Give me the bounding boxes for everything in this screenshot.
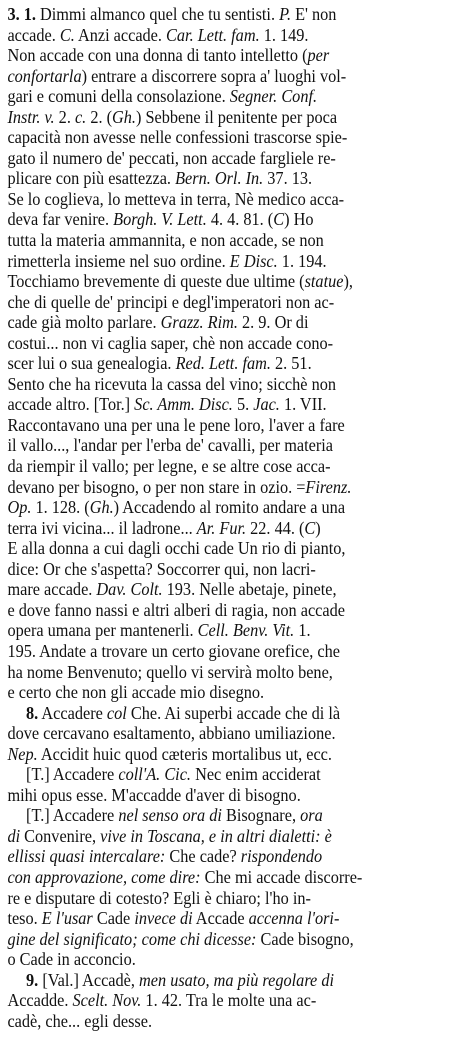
text-line — [7, 764, 469, 785]
text-run: plicare con più esattezza. — [7, 168, 176, 189]
entry-text — [7, 4, 469, 1031]
italic-text: con approvazione, come dire: — [7, 866, 201, 887]
italic-text: Gh. — [89, 497, 114, 518]
text-run: deva far venire. — [7, 209, 114, 230]
text-run: Cade bisogno, — [256, 928, 354, 949]
italic-text: Red. Lett. fam. — [175, 353, 271, 374]
text-run: capacità non avesse nelle confessioni trascorse spie- — [7, 127, 348, 148]
text-run: re e disputare di cotesto? Egli è chiaro; l'ho in- — [7, 887, 311, 908]
text-line — [7, 949, 469, 970]
text-run: ), — [343, 271, 353, 292]
text-line — [7, 826, 469, 847]
text-run: 5. — [232, 394, 254, 415]
text-run: E' non — [291, 4, 337, 24]
text-run: 193. Nelle abetaje, pinete, — [162, 579, 337, 600]
text-run: 2. — [54, 106, 75, 127]
text-line — [7, 888, 469, 909]
text-run: cadè, che... egli desse. — [7, 1010, 153, 1031]
text-line — [7, 394, 469, 415]
text-run: 195. Andate a trovare un certo giovane orefice, che — [7, 640, 341, 661]
text-line — [7, 168, 469, 189]
text-run: 1. 149. — [259, 24, 309, 45]
text-run: opera umana per mantenerli. — [7, 620, 198, 641]
italic-text: C — [304, 517, 316, 538]
italic-text: Jac. — [253, 394, 280, 415]
text-run: terra ivi vicina... il ladrone... — [7, 517, 197, 538]
text-run: ) entrare a discorrere sopra a' luoghi vol- — [81, 65, 347, 86]
text-line — [7, 333, 469, 354]
italic-text: men usato, ma più regolare di — [139, 969, 335, 990]
italic-text: statue — [304, 271, 344, 292]
italic-text: per — [307, 45, 330, 66]
text-run: 37. 13. — [263, 168, 313, 189]
text-run: 2. 51. — [270, 353, 312, 374]
text-line — [7, 867, 469, 888]
text-line — [7, 846, 469, 867]
text-line — [7, 703, 469, 724]
text-run: 1. 42. Tra le molte una ac- — [141, 990, 317, 1011]
text-run: [Val.] Accadè, — [38, 969, 140, 990]
text-run: ) Sebbene il penitente per poca — [135, 106, 338, 127]
italic-text: confortarla — [7, 65, 82, 86]
italic-text: coll'A. Cic. — [118, 764, 191, 785]
italic-text: E l'usar — [41, 908, 93, 929]
text-run: il vallo..., l'andar per l'erba de' cavalli, per materia — [7, 435, 333, 456]
text-line — [7, 723, 469, 744]
text-run: [T.] Accadere — [26, 764, 119, 785]
text-line — [7, 25, 469, 46]
text-line — [7, 415, 469, 436]
italic-text: Op. — [7, 497, 32, 518]
text-run: Accadere — [38, 702, 107, 723]
text-line — [7, 641, 469, 662]
text-run: rimetterla insieme nel suo ordine. — [7, 250, 230, 271]
text-run: cade già molto parlare. — [7, 312, 161, 333]
text-line — [7, 189, 469, 210]
text-run: tutta la materia ammannita, e non accade, se non — [7, 230, 324, 251]
section-number: 3. 1. — [7, 4, 36, 24]
text-run: 2. ( — [86, 106, 113, 127]
text-run: 22. 44. ( — [246, 517, 305, 538]
italic-text: gine del significato; come chi dicesse: — [7, 928, 257, 949]
text-run: ) — [315, 517, 321, 538]
text-line — [7, 312, 469, 333]
text-line — [7, 990, 469, 1011]
text-run: mihi opus esse. M'accadde d'aver di bisogno. — [7, 784, 301, 805]
text-run: Anzi accade. — [74, 24, 167, 45]
italic-text: rispondendo — [240, 846, 323, 867]
text-line — [7, 785, 469, 806]
italic-text: Ar. Fur. — [196, 517, 247, 538]
text-line — [7, 4, 469, 25]
text-line — [7, 929, 469, 950]
text-line — [7, 908, 469, 929]
italic-text: Nep. — [7, 743, 38, 764]
text-line — [7, 107, 469, 128]
italic-text: di — [7, 825, 21, 846]
text-line — [7, 148, 469, 169]
text-run: [T.] Accadere — [26, 805, 119, 826]
text-run: gari e comuni della consolazione. — [7, 86, 230, 107]
text-line — [7, 620, 469, 641]
section-number: 9. — [26, 969, 39, 990]
italic-text: C. — [59, 24, 75, 45]
text-line — [7, 86, 469, 107]
text-run: ) Ho — [284, 209, 314, 230]
text-line — [7, 518, 469, 539]
section-number: 8. — [26, 702, 39, 723]
text-run: ) Accadendo al romito andare a una — [113, 497, 346, 518]
text-line — [7, 45, 469, 66]
italic-text: E Disc. — [229, 250, 278, 271]
text-run: Convenire, — [20, 825, 101, 846]
italic-text: vive in Toscana, e in altri dialetti: è — [100, 825, 332, 846]
text-line — [7, 271, 469, 292]
text-line — [7, 805, 469, 826]
text-run: dice: Or che s'aspetta? Soccorrer qui, non lacri- — [7, 558, 316, 579]
text-run: accade altro. [Tor.] — [7, 394, 135, 415]
text-line — [7, 559, 469, 580]
text-run: accade. — [7, 24, 60, 45]
text-run: Nec enim acciderat — [190, 764, 321, 785]
text-run: Se lo coglieva, lo metteva in terra, Nè medico acca- — [7, 188, 345, 209]
text-line — [7, 251, 469, 272]
text-run: e dove fanno nassi e altri alberi di ragia, non accade — [7, 599, 346, 620]
italic-text: Bern. Orl. In. — [175, 168, 264, 189]
text-line — [7, 292, 469, 313]
text-run: gato il numero de' peccati, non accade fargliele re- — [7, 147, 336, 168]
text-line — [7, 435, 469, 456]
text-run: Accidit huic quod cæteris mortalibus ut, ecc. — [37, 743, 332, 764]
italic-text: P. — [279, 4, 292, 24]
italic-text: col — [106, 702, 127, 723]
text-run: e certo che non gli accade mio disegno. — [7, 682, 265, 703]
italic-text: Firenz. — [305, 476, 352, 497]
text-run: Tocchiamo brevemente di queste due ultime ( — [7, 271, 305, 292]
text-run: Dimmi almanco quel che tu sentisti. — [35, 4, 280, 24]
text-run: Che. Ai superbi accade che di là — [126, 702, 341, 723]
italic-text: Instr. v. — [7, 106, 55, 127]
text-line — [7, 497, 469, 518]
text-line — [7, 353, 469, 374]
text-run: che di quelle de' principi e degl'imperatori non ac- — [7, 291, 335, 312]
italic-text: ora — [300, 805, 323, 826]
text-line — [7, 662, 469, 683]
italic-text: c. — [74, 106, 87, 127]
italic-text: Scelt. Nov. — [72, 990, 142, 1011]
italic-text: C — [273, 209, 285, 230]
text-run: Accade — [192, 908, 249, 929]
text-run: 2. 9. Or di — [237, 312, 309, 333]
text-line — [7, 209, 469, 230]
text-run: Cade — [92, 908, 135, 929]
text-line — [7, 600, 469, 621]
italic-text: Borgh. V. Lett. — [113, 209, 207, 230]
text-run: 1. 128. ( — [31, 497, 90, 518]
text-run: Sento che ha ricevuta la cassa del vino; sicchè non — [7, 373, 336, 394]
italic-text: Sc. Amm. Disc. — [134, 394, 233, 415]
italic-text: Car. Lett. fam. — [166, 24, 260, 45]
text-run: Accadde. — [7, 990, 73, 1011]
text-line — [7, 744, 469, 765]
text-run: devano per bisogno, o per non stare in ozio. = — [7, 476, 306, 497]
text-run: 1. — [294, 620, 311, 641]
text-run: teso. — [7, 908, 42, 929]
text-run: mare accade. — [7, 579, 97, 600]
text-run: 4. 4. 81. ( — [206, 209, 274, 230]
text-run: Non accade con una donna di tanto intelletto ( — [7, 45, 308, 66]
text-run: costui... non vi caglia saper, chè non accade cono- — [7, 332, 334, 353]
text-run: da riempir il vallo; per legne, e se altre cose acca- — [7, 456, 331, 477]
italic-text: nel senso ora di — [118, 805, 222, 826]
text-line — [7, 374, 469, 395]
text-run: Che cade? — [165, 846, 241, 867]
text-line — [7, 66, 469, 87]
text-line — [7, 230, 469, 251]
text-run: scer lui o sua genealogia. — [7, 353, 176, 374]
italic-text: accenna l'ori- — [248, 908, 340, 929]
italic-text: invece di — [134, 908, 193, 929]
text-line — [7, 127, 469, 148]
text-line — [7, 477, 469, 498]
text-run: Raccontavano una per una le pene loro, l'aver a fare — [7, 414, 345, 435]
text-run: Che mi accade discorre- — [200, 866, 363, 887]
italic-text: ellissi quasi intercalare: — [7, 846, 166, 867]
text-run: Bisognare, — [221, 805, 301, 826]
text-run: 1. 194. — [277, 250, 327, 271]
text-line — [7, 538, 469, 559]
text-line — [7, 456, 469, 477]
text-line — [7, 1011, 469, 1032]
italic-text: Cell. Benv. Vit. — [197, 620, 295, 641]
italic-text: Gh. — [112, 106, 136, 127]
text-line — [7, 579, 469, 600]
italic-text: Dav. Colt. — [96, 579, 163, 600]
text-run: dove cercavano esaltamento, abbiano umiliazione. — [7, 723, 336, 744]
italic-text: Grazz. Rim. — [160, 312, 238, 333]
italic-text: Segner. Conf. — [229, 86, 318, 107]
text-line — [7, 970, 469, 991]
text-run: ha nome Benvenuto; quello vi servirà molto bene, — [7, 661, 333, 682]
text-run: E alla donna a cui dagli occhi cade Un rio di pianto, — [7, 538, 346, 559]
text-run: o Cade in acconcio. — [7, 949, 136, 970]
text-run: 1. VII. — [279, 394, 327, 415]
text-line — [7, 682, 469, 703]
